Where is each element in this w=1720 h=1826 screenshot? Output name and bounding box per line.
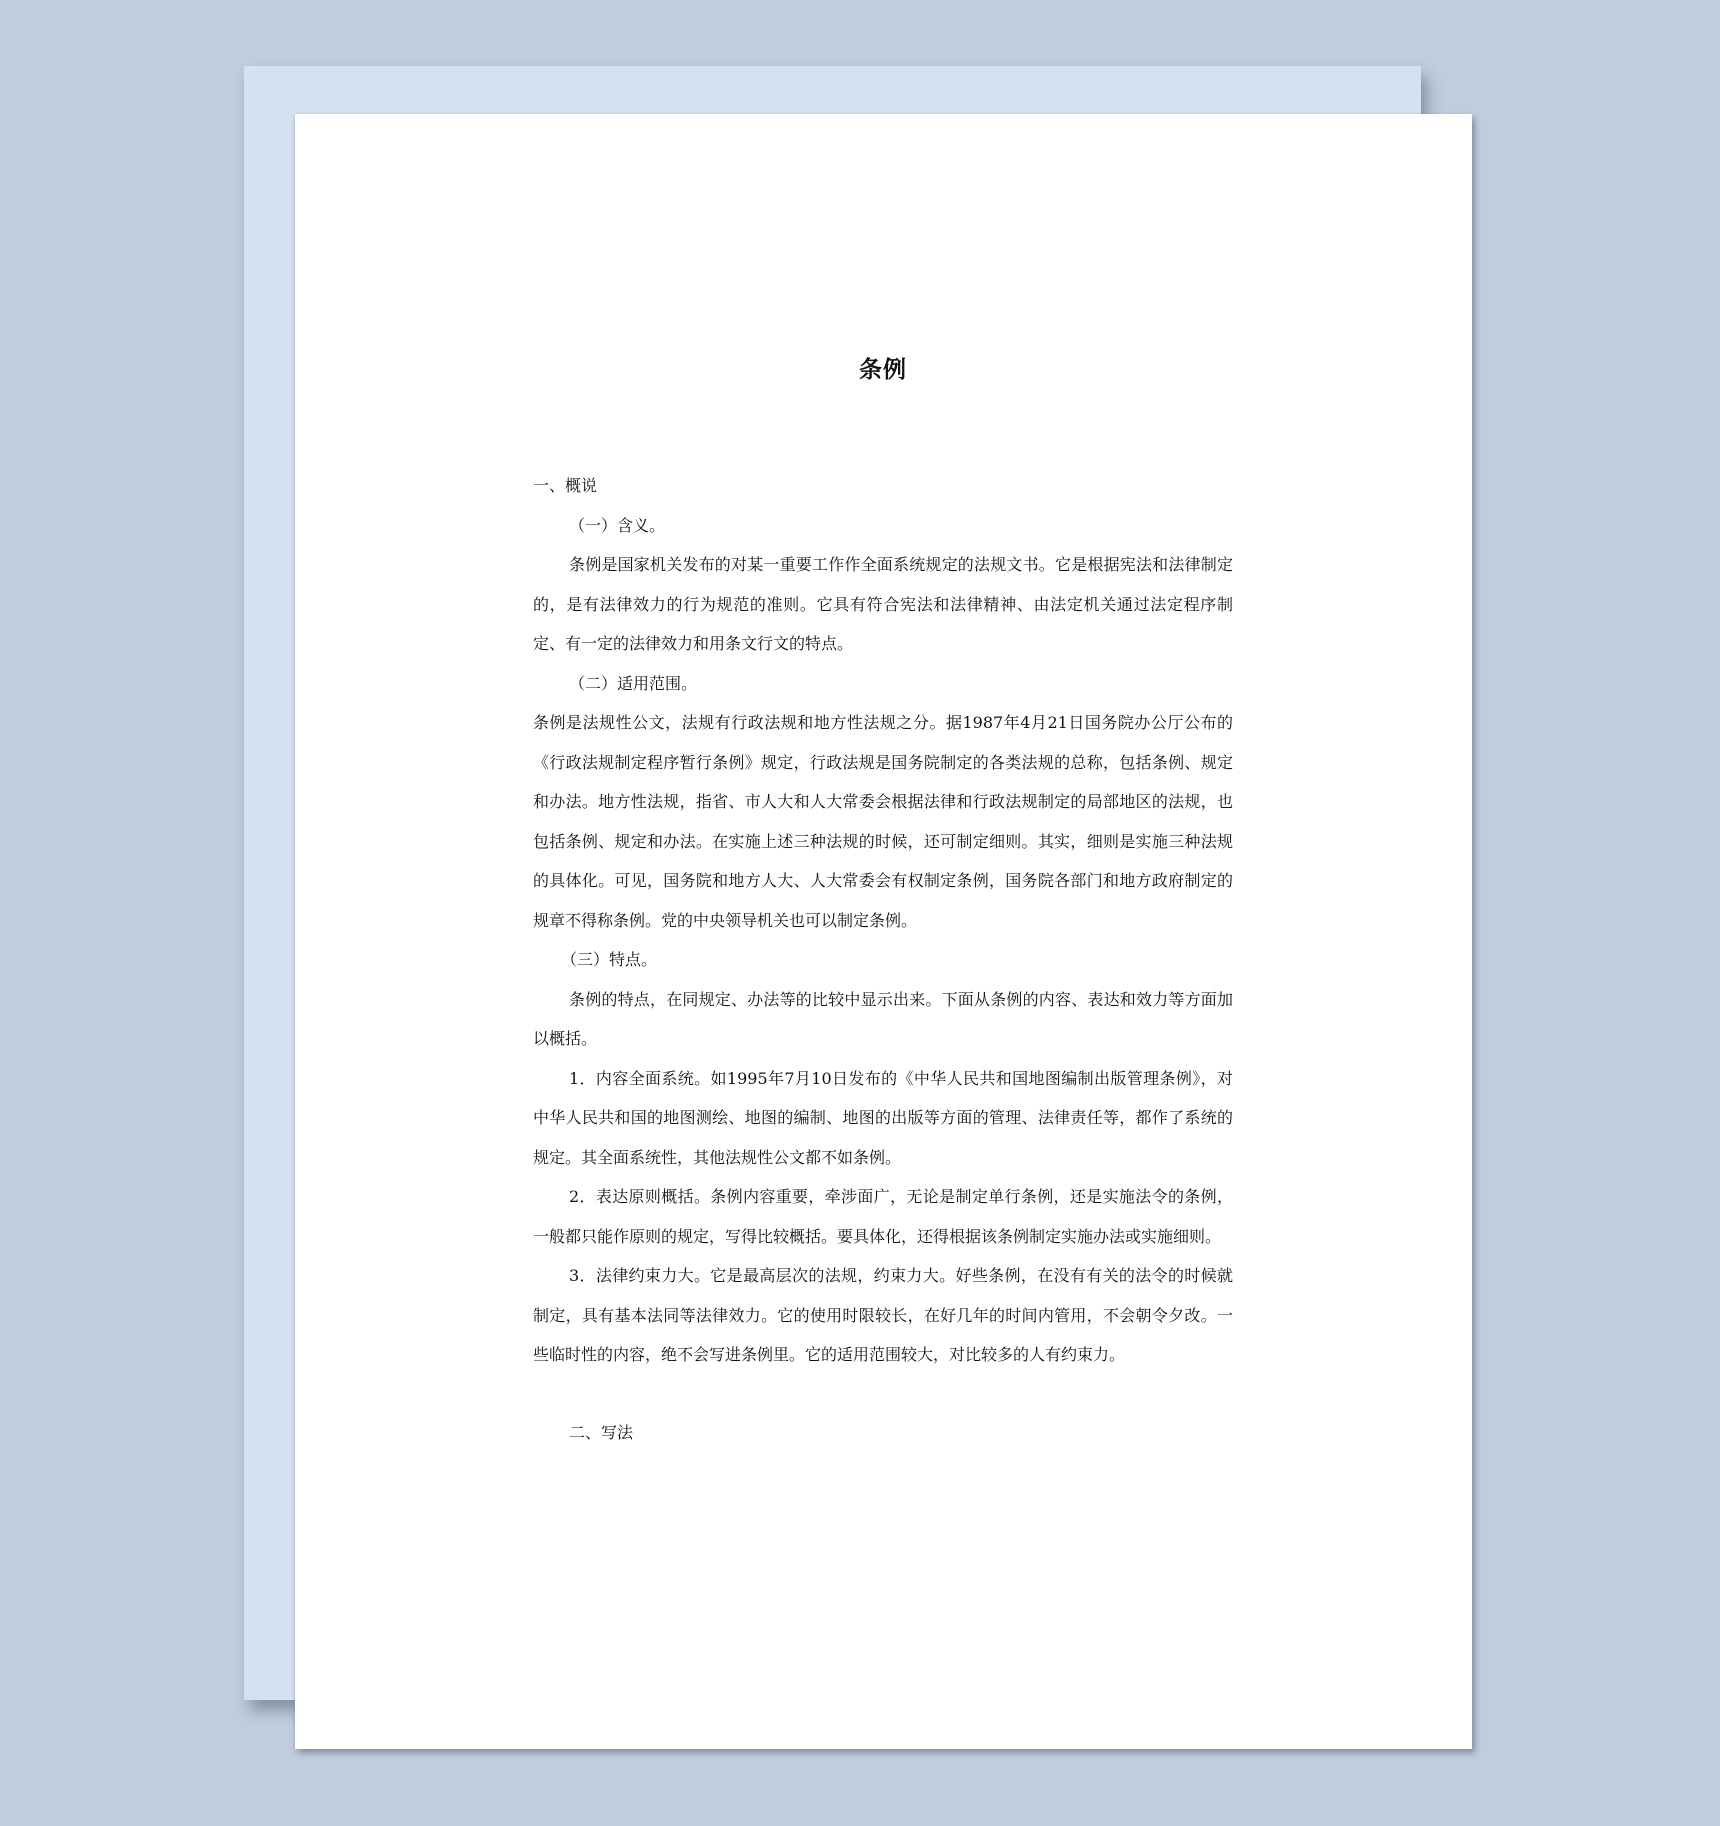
subsection-heading-features: （三）特点。 — [561, 950, 658, 969]
section-heading-overview: 一、概说 — [533, 476, 598, 495]
paragraph-features-intro: 条例的特点，在同规定、办法等的比较中显示出来。下面从条例的内容、表达和效力等方面加以概括。 — [533, 989, 1233, 1048]
subsection-heading-scope: （二）适用范围。 — [569, 673, 698, 693]
paragraph-meaning: 条例是国家机关发布的对某一重要工作作全面系统规定的法规文书。它是根据宪法和法律制定的，是有法律效力的行为规范的准则。它具有符合宪法和法律精神、由法定机关通过法定程序制定、有一定的法律效力和用条文行文的特点。 — [533, 555, 1233, 653]
document-body — [533, 354, 1233, 1452]
paragraph-scope: 条例是法规性公文，法规有行政法规和地方性法规之分。据1987年4月21日国务院办公厅公布的《行政法规制定程序暂行条例》规定，行政法规是国务院制定的各类法规的总称，包括条例、规定和办法。地方性法规，指省、市人大和人大常委会根据法律和行政法规制定的局部地区的法规，也包括条例、规定和办法。在实施上述三种法规的时候，还可制定细则。其实，细则是实施三种法规的具体化。可见，国务院和地方人大、人大常委会有权制定条例，国务院各部门和地方政府制定的规章不得称条例。党的中央领导机关也可以制定条例。 — [533, 713, 1233, 930]
paragraph-feature-3: 3．法律约束力大。它是最高层次的法规，约束力大。好些条例，在没有有关的法令的时候就制定，具有基本法同等法律效力。它的使用时限较长，在好几年的时间内管用，不会朝令夕改。一些临时性的内容，绝不会写进条例里。它的适用范围较大，对比较多的人有约束力。 — [533, 1266, 1233, 1364]
document-page — [295, 114, 1472, 1749]
paragraph-feature-1: 1．内容全面系统。如1995年7月10日发布的《中华人民共和国地图编制出版管理条例》，对中华人民共和国的地图测绘、地图的编制、地图的出版等方面的管理、法律责任等，都作了系统的规定。其全面系统性，其他法规性公文都不如条例。 — [533, 1068, 1233, 1167]
section-heading-writing: 二、写法 — [569, 1422, 634, 1442]
document-title: 条例 — [859, 357, 907, 383]
paragraph-feature-2: 2．表达原则概括。条例内容重要，牵涉面广，无论是制定单行条例，还是实施法令的条例，一般都只能作原则的规定，写得比较概括。要具体化，还得根据该条例制定实施办法或实施细则。 — [533, 1187, 1233, 1246]
subsection-heading-meaning: （一）含义。 — [569, 515, 666, 535]
